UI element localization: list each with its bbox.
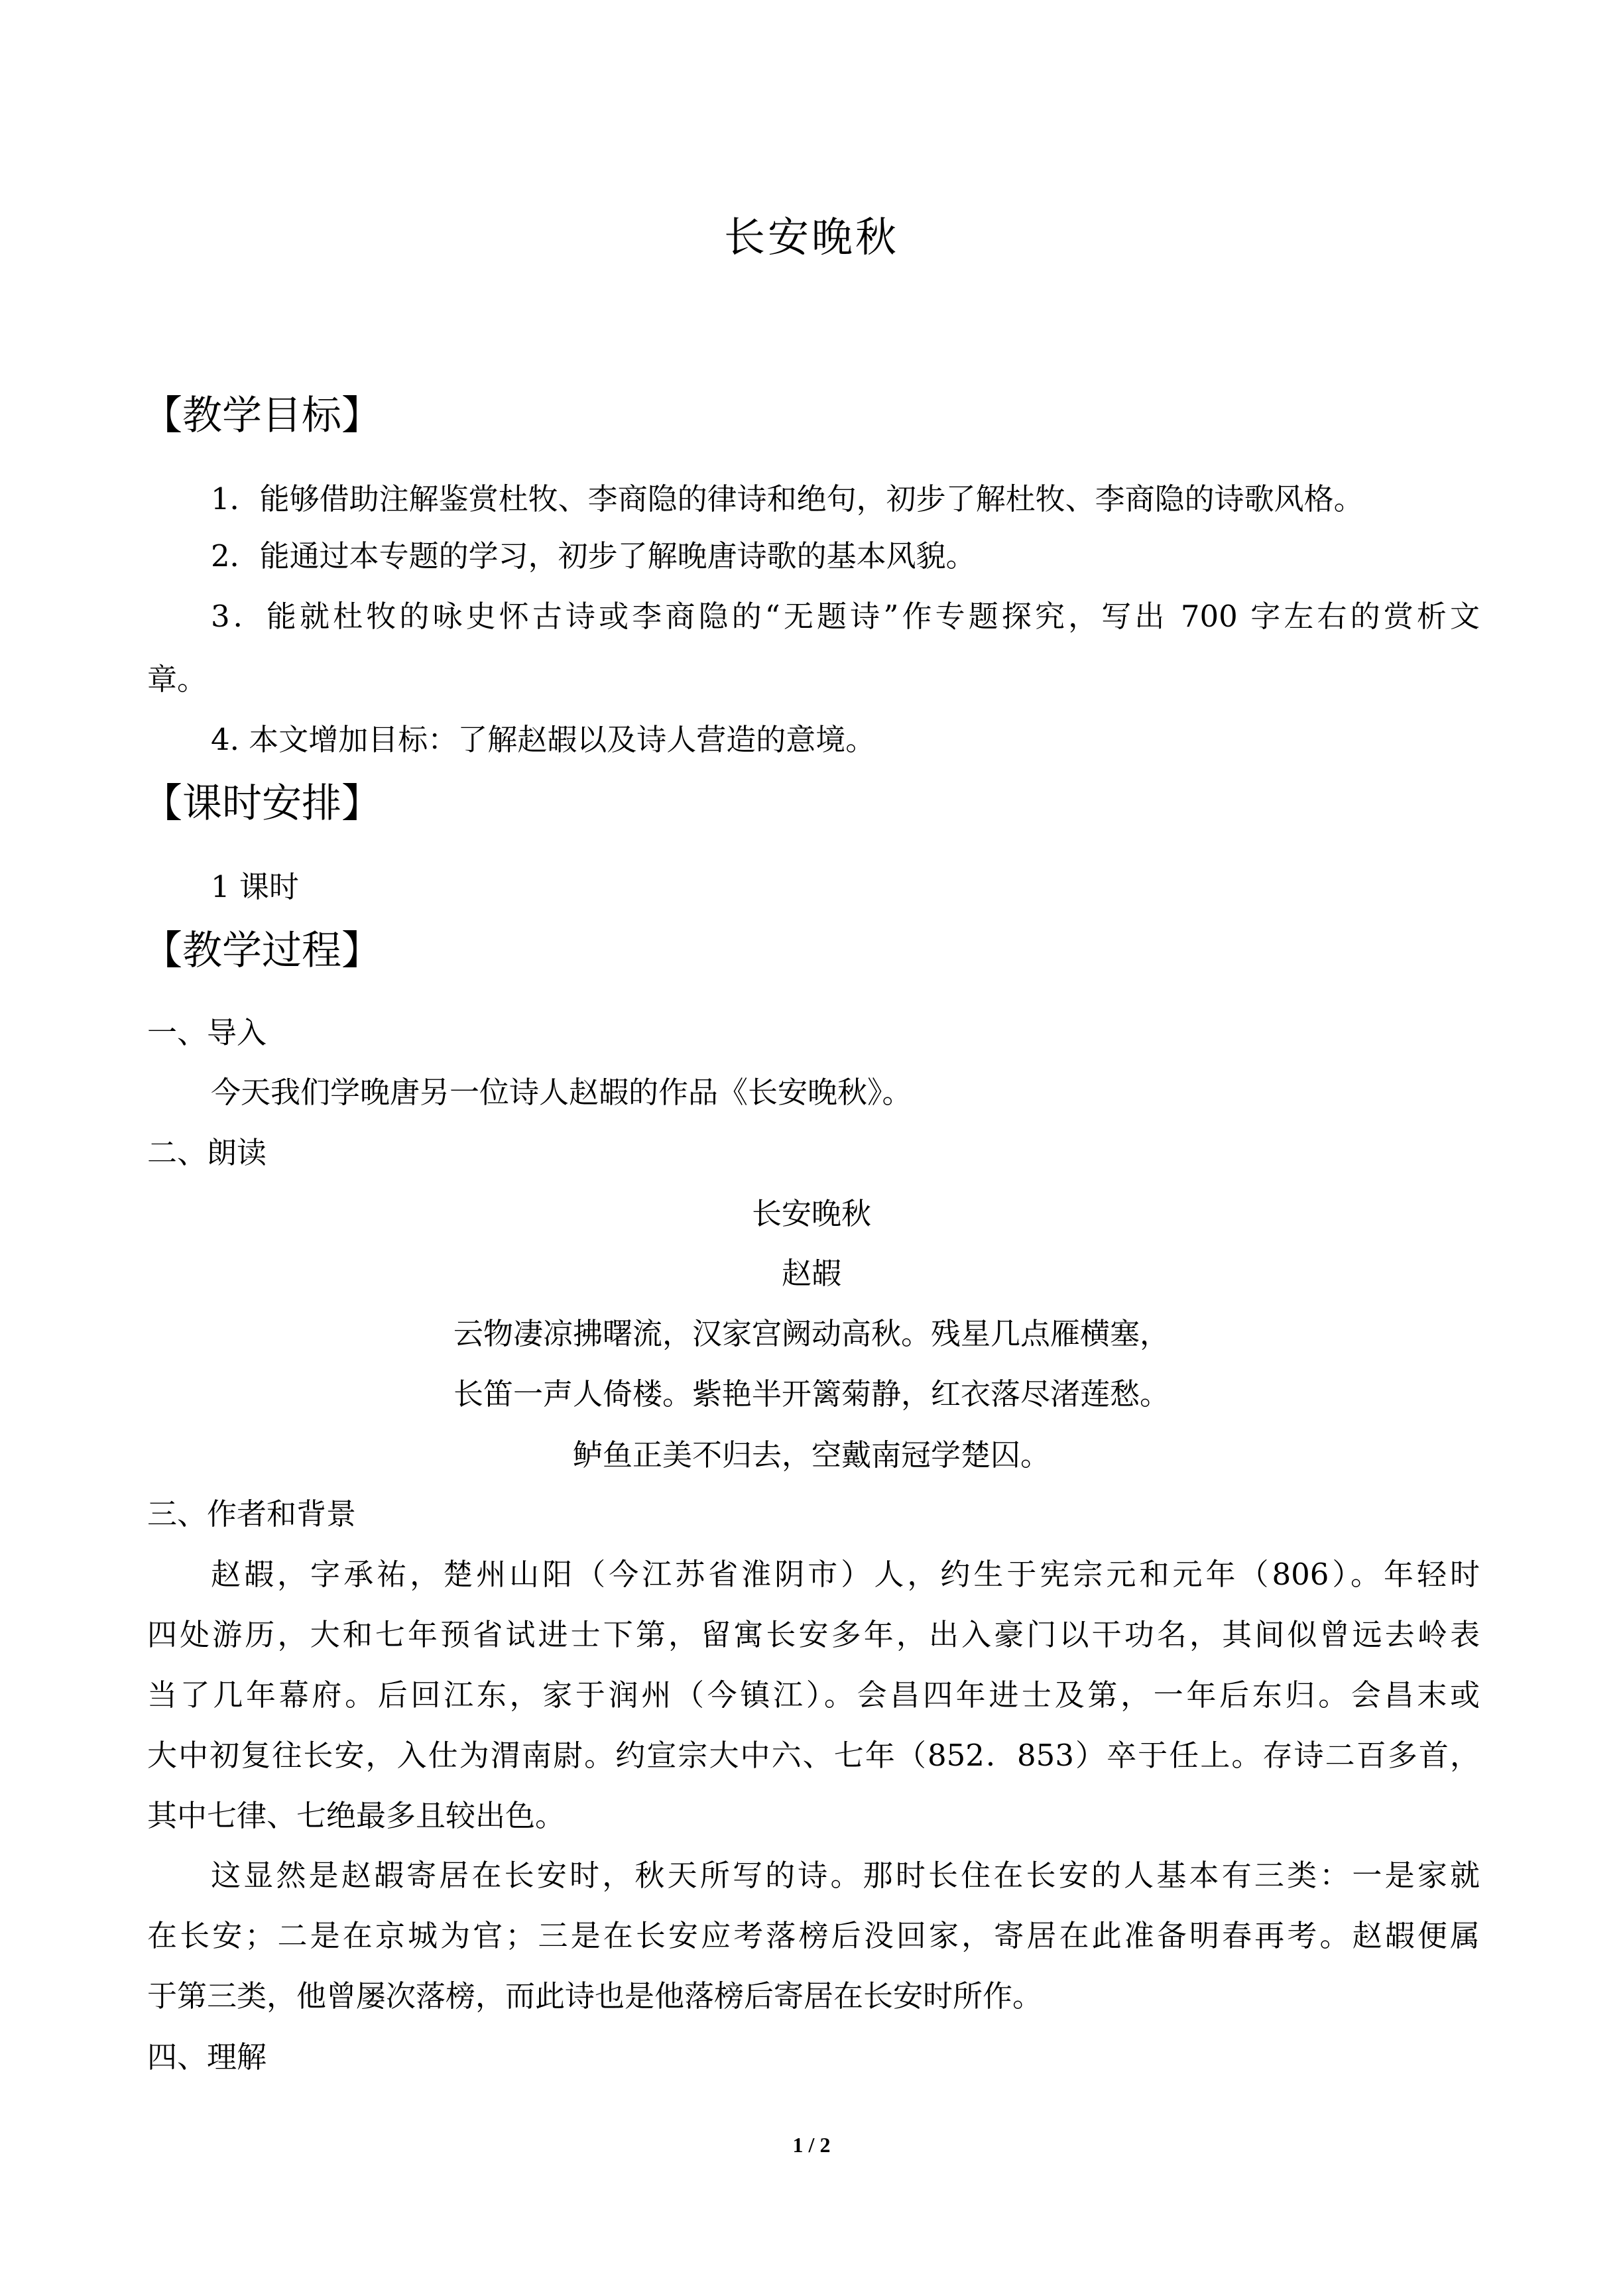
section-heading-objectives: 【教学目标】 [143,393,381,439]
section-heading-schedule: 【课时安排】 [143,780,381,827]
step-intro-text: 今天我们学晚唐另一位诗人赵嘏的作品《长安晚秋》。 [211,1075,912,1110]
background-para1-line: 大中初复往长安，入仕为渭南尉。约宣宗大中六、七年（852．853）卒于任上。存诗二百多首， [147,1738,1480,1773]
page-number: 1 / 2 [792,2133,831,2157]
background-para2-line: 于第三类，他曾屡次落榜，而此诗也是他落榜后寄居在长安时所作。 [147,1978,1043,2014]
schedule-text: 1 课时 [211,869,299,904]
background-para1-line: 四处游历，大和七年预省试进士下第，留寓长安多年，出入豪门以干功名，其间似曾远去岭表 [147,1617,1480,1652]
background-para1-line: 当了几年幕府。后回江东，家于润州（今镇江）。会昌四年进士及第，一年后东归。会昌末或 [147,1677,1480,1713]
step-reading-heading: 二、朗读 [147,1135,267,1170]
objective-1: 1．能够借助注解鉴赏杜牧、李商隐的律诗和绝句，初步了解杜牧、李商隐的诗歌风格。 [211,481,1364,516]
section-heading-process: 【教学过程】 [143,928,381,974]
page-title: 长安晚秋 [723,213,899,261]
poem-author: 赵嘏 [781,1256,841,1291]
objective-4: 4. 本文增加目标：了解赵嘏以及诗人营造的意境。 [211,722,876,757]
poem-line: 云物凄凉拂曙流，汉家宫阙动高秋。残星几点雁横塞， [453,1316,1170,1351]
background-para1-line: 赵嘏，字承祐，楚州山阳（今江苏省淮阴市）人，约生于宪宗元和元年（806）。年轻时 [211,1557,1480,1592]
step-intro-heading: 一、导入 [147,1015,267,1050]
objective-3-continued: 章。 [147,662,208,697]
poem-title: 长安晚秋 [751,1196,871,1231]
step-understanding-heading: 四、理解 [147,2039,267,2075]
step-background-heading: 三、作者和背景 [147,1496,357,1532]
poem-line: 长笛一声人倚楼。紫艳半开篱菊静，红衣落尽渚莲愁。 [453,1376,1170,1412]
objective-3: 3．能就杜牧的咏史怀古诗或李商隐的“无题诗”作专题探究，写出 700 字左右的赏析文 [211,599,1480,634]
background-para2-line: 这显然是赵嘏寄居在长安时，秋天所写的诗。那时长住在长安的人基本有三类：一是家就 [211,1858,1480,1893]
background-para2-line: 在长安；二是在京城为官；三是在长安应考落榜后没回家，寄居在此准备明春再考。赵嘏便属 [147,1918,1480,1953]
objective-2: 2．能通过本专题的学习，初步了解晚唐诗歌的基本风貌。 [211,538,976,574]
poem-line: 鲈鱼正美不归去，空戴南冠学楚囚。 [572,1437,1050,1473]
background-para1-line: 其中七律、七绝最多且较出色。 [147,1798,566,1833]
